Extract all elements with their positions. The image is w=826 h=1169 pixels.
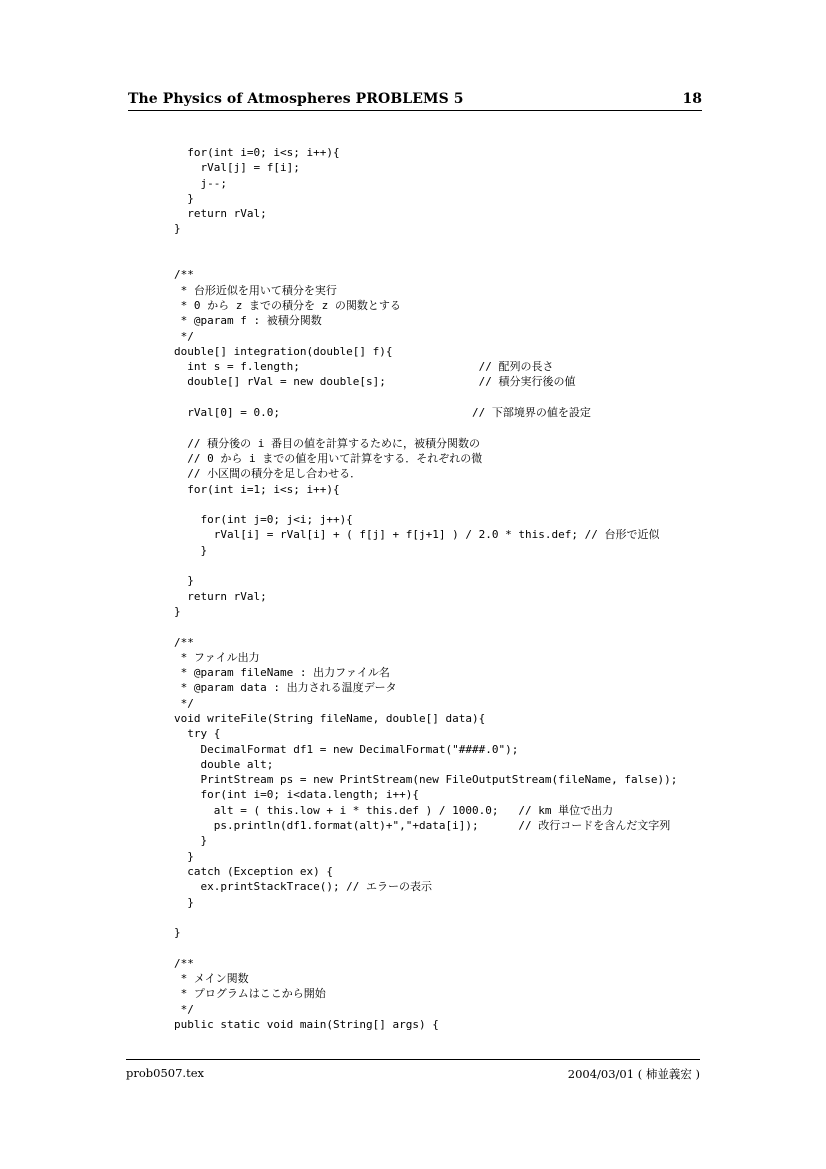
- code-line: * @param data : 出力される温度データ: [174, 681, 397, 695]
- code-line: for(int j=0; j<i; j++){: [174, 513, 353, 527]
- code-line: * @param f : 被積分関数: [174, 314, 322, 328]
- code-line: public static void main(String[] args) {: [174, 1017, 439, 1031]
- code-line: PrintStream ps = new PrintStream(new FileOutputStream(fileName, false));: [174, 773, 678, 787]
- code-line: * 台形近似を用いて積分を実行: [174, 283, 337, 297]
- code-line: double[] rVal = new double[s]; // 積分実行後の値: [174, 375, 576, 389]
- footer-date-author: 2004/03/01 ( 柿並義宏 ): [567, 1067, 700, 1081]
- code-line: // 0 から i までの値を用いて計算をする．それぞれの微: [174, 451, 483, 465]
- code-line: catch (Exception ex) {: [174, 864, 333, 878]
- code-line: * @param fileName : 出力ファイル名: [174, 666, 390, 680]
- code-line: int s = f.length; // 配列の長さ: [174, 360, 554, 374]
- code-line: [174, 619, 677, 634]
- code-line: ex.printStackTrace(); // エラーの表示: [174, 880, 433, 894]
- code-line: rVal[i] = rVal[i] + ( f[j] + f[j+1] ) / 2.0 * this.def; // 台形で近似: [174, 528, 660, 542]
- code-line: }: [174, 191, 194, 205]
- code-line: rVal[j] = f[i];: [174, 161, 300, 175]
- code-line: return rVal;: [174, 207, 267, 221]
- code-line: [174, 237, 677, 252]
- code-line: for(int i=1; i<s; i++){: [174, 482, 340, 496]
- header-title: The Physics of Atmospheres PROBLEMS 5: [128, 91, 464, 107]
- code-line: // 積分後の i 番目の値を計算するために，被積分関数の: [174, 436, 480, 450]
- code-line: [174, 252, 677, 267]
- page-header: [128, 90, 702, 111]
- code-line: [174, 940, 677, 955]
- code-line: }: [174, 834, 208, 848]
- code-line: for(int i=0; i<s; i++){: [174, 146, 340, 159]
- code-line: * ファイル出力: [174, 650, 260, 664]
- code-line: }: [174, 574, 194, 588]
- code-line: double alt;: [174, 757, 274, 771]
- code-line: }: [174, 222, 181, 236]
- code-line: void writeFile(String fileName, double[] data){: [174, 711, 486, 725]
- code-line: * プログラムはここから開始: [174, 987, 326, 1001]
- code-line: }: [174, 926, 181, 940]
- page-number: 18: [682, 91, 702, 107]
- code-line: [174, 390, 677, 405]
- code-line: for(int i=0; i<data.length; i++){: [174, 788, 420, 802]
- code-line: */: [174, 1002, 194, 1016]
- code-line: /**: [174, 956, 194, 970]
- code-line: try {: [174, 727, 221, 741]
- code-line: }: [174, 895, 194, 909]
- code-line: }: [174, 849, 194, 863]
- code-line: /**: [174, 268, 194, 282]
- code-line: [174, 420, 677, 435]
- code-line: * メイン関数: [174, 972, 249, 986]
- footer-filename: prob0507.tex: [126, 1066, 204, 1080]
- code-line: [174, 497, 677, 512]
- code-line: */: [174, 329, 194, 343]
- code-line: // 小区間の積分を足し合わせる．: [174, 467, 362, 481]
- page-footer: [126, 1059, 700, 1084]
- code-line: j--;: [174, 176, 227, 190]
- code-line: }: [174, 604, 181, 618]
- code-line: ps.println(df1.format(alt)+","+data[i]); // 改行コードを含んだ文字列: [174, 819, 671, 833]
- code-line: * 0 から z までの積分を z の関数とする: [174, 298, 401, 312]
- code-listing: [174, 145, 677, 1032]
- code-line: [174, 910, 677, 925]
- code-line: [174, 558, 677, 573]
- code-line: double[] integration(double[] f){: [174, 344, 393, 358]
- code-line: rVal[0] = 0.0; // 下部境界の値を設定: [174, 406, 591, 420]
- code-line: /**: [174, 635, 194, 649]
- code-line: }: [174, 543, 208, 557]
- code-line: DecimalFormat df1 = new DecimalFormat("####.0");: [174, 742, 519, 756]
- code-line: return rVal;: [174, 589, 267, 603]
- code-line: */: [174, 696, 194, 710]
- code-line: alt = ( this.low + i * this.def ) / 1000.0; // km 単位で出力: [174, 803, 614, 817]
